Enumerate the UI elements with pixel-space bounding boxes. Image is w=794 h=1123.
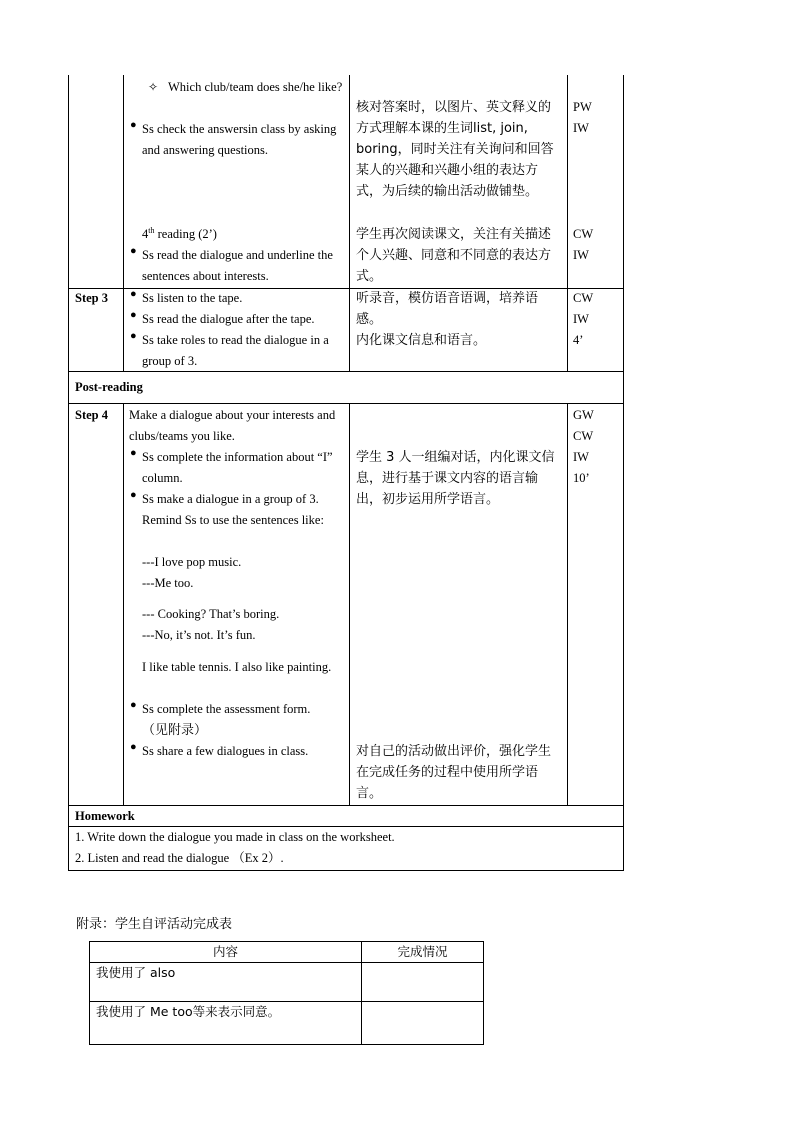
step4-note-1: 学生 3 人一组编对话，内化课文信息，进行基于课文内容的语言输出，初步运用所学语言。 — [356, 450, 555, 507]
step4-remind: Remind Ss to use the sentences like: — [142, 513, 324, 527]
step3-label: Step 3 — [75, 291, 108, 305]
step4-assess-cn: （见附录） — [142, 723, 208, 738]
check-mode-1: PW — [573, 100, 592, 114]
post-reading-heading: Post-reading — [75, 380, 143, 394]
step4-mode-4: 10’ — [573, 471, 590, 485]
dialogue-line-2: ---Me too. — [142, 576, 194, 590]
appendix-title: 附录：学生自评活动完成表 — [76, 917, 233, 932]
underline-note: 学生再次阅读课文，关注有关描述个人兴趣、同意和不同意的表达方式。 — [356, 227, 552, 284]
assessment-row-1: 我使用了 also — [90, 963, 362, 1002]
step4-like: I like table tennis. I also like painting. — [142, 660, 332, 674]
fourth-reading-label: 4th reading (2’) — [142, 225, 217, 241]
dialogue-line-3: --- Cooking? That’s boring. — [142, 607, 280, 621]
step4-note-2: 对自己的活动做出评价，强化学生在完成任务的过程中使用所学语言。 — [356, 744, 552, 801]
dialogue-line-1: ---I love pop music. — [142, 555, 242, 569]
homework-item-1: 1. Write down the dialogue you made in class on the worksheet. — [75, 830, 395, 844]
check-note: 核对答案时，以图片、英文释义的方式理解本课的生词list, join, boring，同时关注有关询问和回答某人的兴趣和兴趣小组的表达方式，为后续的输出活动做铺垫。 — [356, 100, 554, 199]
step3-note-1: 听录音，模仿语音语调，培养语感。 — [356, 291, 539, 327]
step4-intro: Make a dialogue about your interests and clubs/teams you like. — [129, 408, 336, 443]
step4-mode-1: GW — [573, 408, 594, 422]
step3-mode-2: IW — [573, 312, 589, 326]
lesson-table: ✧ Which club/team does she/he like? ● Ss check the answersin class by asking and answering questions. 核对答案时，以图片、英文释义的方式理解本课的生词list, join, boring，同时关注有关询问和回答某人的兴趣和兴趣小组的表达方式，为后续的输出活动做铺垫。 PW IW 4th reading (2’) ● Ss read the dialogue and underline the sentences about interests. 学生再次阅读课文，关注有关描述个人兴趣、同意和不同意的表达方式。 CW IW Step 3 ● Ss listen to the tape. ● Ss read the dialogue after the tape. ● Ss take roles to read the dialogue in a group of 3. 听录音，模仿语音语调，培养语感。 内化课文信息和语言。 CW IW 4’ Post-reading Step 4 Make a dialogue about your interests and clubs/teams you like. ● Ss complete the information about “I” column. ● Ss make a dialogue in a group of 3. Remind Ss to use the sentences like: ---I love pop music. ---Me too. --- Cooking? That’s boring. ---No, it’s not. It’s fun. I like table tennis. I also like painting. ● Ss complete the assessment form. （见附录） ● Ss share a few dialogues in class. 学生 3 人一组编对话，内化课文信息，进行基于课文内容的语言输出，初步运用所学语言。 对自己的活动做出评价，强化学生在完成任务的过程中使用所学语言。 GW CW IW 10’ Homework 1. Write down the dialogue you made in class on the worksheet. 2. Listen and read the dialogue （Ex 2）. — [68, 75, 624, 870]
step4-label: Step 4 — [75, 408, 108, 422]
assessment-row-2: 我使用了 Me too等来表示同意。 — [90, 1002, 362, 1045]
assessment-table — [89, 941, 484, 1045]
homework-heading: Homework — [75, 809, 135, 823]
dialogue-line-4: ---No, it’s not. It’s fun. — [142, 628, 256, 642]
check-mode-2: IW — [573, 121, 589, 135]
step4-mode-3: IW — [573, 450, 589, 464]
homework-item-2: 2. Listen and read the dialogue （Ex 2）. — [75, 851, 284, 865]
step3-mode-1: CW — [573, 291, 594, 305]
underline-mode-1: CW — [573, 227, 594, 241]
assessment-status-1[interactable] — [362, 963, 484, 1002]
step3-note-2: 内化课文信息和语言。 — [356, 333, 487, 348]
assessment-status-2[interactable] — [362, 1002, 484, 1045]
assessment-header-status: 完成情况 — [362, 942, 484, 963]
step4-mode-2: CW — [573, 429, 594, 443]
underline-mode-2: IW — [573, 248, 589, 262]
assessment-header-content: 内容 — [90, 942, 362, 963]
step3-mode-3: 4’ — [573, 333, 584, 347]
